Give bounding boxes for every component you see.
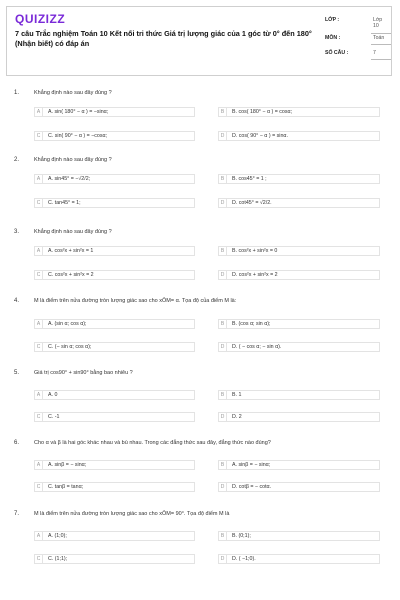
option-d[interactable]: [218, 482, 380, 492]
meta-label: SỐ CÂU :: [325, 50, 349, 56]
option-letter: B: [219, 390, 227, 400]
meta-count: [325, 50, 391, 60]
option-b[interactable]: [218, 107, 380, 117]
option-letter: D: [219, 482, 227, 492]
option-text: A. cos²x + sin²x = 1: [48, 248, 94, 254]
option-letter: D: [219, 412, 227, 422]
option-text: A. (1;0);: [48, 533, 67, 539]
option-b[interactable]: [218, 319, 380, 329]
option-d[interactable]: [218, 198, 380, 208]
option-letter: B: [219, 319, 227, 329]
option-b[interactable]: [218, 460, 380, 470]
option-d[interactable]: [218, 270, 380, 280]
option-letter: B: [219, 174, 227, 184]
option-b[interactable]: [218, 246, 380, 256]
option-text: D. ( − cos α; − sin α).: [232, 344, 282, 350]
question-number: 7.: [14, 511, 20, 517]
meta-label: LỚP :: [325, 17, 340, 23]
option-letter: A: [35, 531, 43, 541]
option-text: B. cos²x + sin²x = 0: [232, 248, 278, 254]
question-text: Khẳng định nào sau đây đúng ?: [34, 90, 112, 96]
meta-value: Toán: [373, 35, 385, 41]
meta-value: 7: [373, 50, 376, 56]
option-letter: A: [35, 107, 43, 117]
question-text: M là điểm trên nửa đường tròn lượng giác sao cho xÔM= α. Tọa độ của điểm M là:: [34, 298, 237, 304]
option-letter: D: [219, 342, 227, 352]
option-letter: A: [35, 460, 43, 470]
option-a[interactable]: [34, 246, 195, 256]
option-letter: D: [219, 131, 227, 141]
option-letter: D: [219, 270, 227, 280]
question-text: Cho α và β là hai góc khác nhau và bù nhau. Trong các đẳng thức sau đây, đẳng thức nào đúng?: [34, 440, 271, 446]
meta-class: [325, 17, 391, 35]
option-letter: C: [35, 412, 43, 422]
option-letter: A: [35, 319, 43, 329]
option-c[interactable]: [34, 198, 195, 208]
option-c[interactable]: [34, 412, 195, 422]
worksheet-header: [6, 6, 392, 76]
question-text: Khẳng định nào sau đây đúng ?: [34, 229, 112, 235]
option-a[interactable]: [34, 319, 195, 329]
option-d[interactable]: [218, 342, 380, 352]
option-a[interactable]: [34, 460, 195, 470]
option-c[interactable]: [34, 131, 195, 141]
option-letter: A: [35, 174, 43, 184]
option-c[interactable]: [34, 554, 195, 564]
quizizz-logo: QUIZIZZ: [15, 12, 66, 26]
option-text: B. (0;1);: [232, 533, 251, 539]
option-text: C. (− sin α; cos α);: [48, 344, 92, 350]
meta-subject: [325, 35, 391, 50]
option-text: C. tan45° = 1;: [48, 200, 81, 206]
question-text: Khẳng định nào sau đây đúng ?: [34, 157, 112, 163]
question-number: 3.: [14, 229, 20, 235]
option-text: D. cos( 90° − α ) = sinα.: [232, 133, 288, 139]
option-text: D. 2: [232, 414, 242, 420]
option-letter: A: [35, 246, 43, 256]
option-b[interactable]: [218, 390, 380, 400]
option-text: C. sin( 90° − α ) = −cosα;: [48, 133, 108, 139]
option-text: D. cotβ = − cotα.: [232, 484, 272, 490]
option-text: A. sinβ = − sinα;: [232, 462, 271, 468]
question-number: 2.: [14, 157, 20, 163]
option-letter: A: [35, 390, 43, 400]
option-letter: B: [219, 531, 227, 541]
meta-underline: [371, 44, 391, 45]
option-b[interactable]: [218, 174, 380, 184]
option-text: A. sinβ = − sinα;: [48, 462, 87, 468]
option-letter: B: [219, 460, 227, 470]
option-text: C. -1: [48, 414, 60, 420]
option-letter: C: [35, 554, 43, 564]
option-letter: C: [35, 131, 43, 141]
option-text: C. (1;1);: [48, 556, 68, 562]
question-text: M là điểm trên nửa đường tròn lượng giác sao cho xÔM= 90°. Tọa độ điểm M là: [34, 511, 230, 517]
option-text: D. cot45° = √2/2.: [232, 200, 272, 206]
meta-underline: [371, 33, 391, 34]
option-text: B. 1: [232, 392, 242, 398]
option-c[interactable]: [34, 342, 195, 352]
option-b[interactable]: [218, 531, 380, 541]
option-text: B. cos( 180° − α ) = cosα;: [232, 109, 293, 115]
question-number: 6.: [14, 440, 20, 446]
option-text: B. (cos α; sin α);: [232, 321, 271, 327]
option-letter: C: [35, 342, 43, 352]
option-letter: D: [219, 198, 227, 208]
meta-value: Lớp 10: [373, 17, 383, 29]
option-text: B. cos45° = 1 ;: [232, 176, 267, 182]
option-c[interactable]: [34, 482, 195, 492]
worksheet-meta: [325, 17, 391, 60]
option-text: C. tanβ = tanα;: [48, 484, 84, 490]
option-text: A. sin45° = −√2/2;: [48, 176, 91, 182]
option-letter: B: [219, 107, 227, 117]
option-text: A. sin( 180° − α ) = −sinα;: [48, 109, 109, 115]
question-text: Giá trị cos90° + sin90° bằng bao nhiêu ?: [34, 370, 133, 376]
option-text: A. 0: [48, 392, 58, 398]
option-a[interactable]: [34, 174, 195, 184]
worksheet-title: 7 câu Trắc nghiệm Toán 10 Kết nối tri thức Giá trị lượng giác của 1 góc từ 0° đến 180° (Nhận biết) có đáp án: [15, 29, 312, 48]
question-number: 4.: [14, 298, 20, 304]
option-d[interactable]: [218, 131, 380, 141]
question-number: 5.: [14, 370, 20, 376]
option-letter: D: [219, 554, 227, 564]
question-number: 1.: [14, 90, 20, 96]
option-d[interactable]: [218, 554, 380, 564]
option-letter: B: [219, 246, 227, 256]
option-text: A. (sin α; cos α);: [48, 321, 87, 327]
option-letter: C: [35, 482, 43, 492]
meta-underline: [371, 59, 391, 60]
meta-label: MÔN :: [325, 35, 341, 41]
option-a[interactable]: [34, 531, 195, 541]
option-text: D. ( −1;0).: [232, 556, 256, 562]
option-text: D. cos²x + sin²x = 2: [232, 272, 278, 278]
option-d[interactable]: [218, 412, 380, 422]
option-letter: C: [35, 198, 43, 208]
option-a[interactable]: [34, 390, 195, 400]
option-letter: C: [35, 270, 43, 280]
option-a[interactable]: [34, 107, 195, 117]
option-text: C. cos²x + sin²x = 2: [48, 272, 94, 278]
option-c[interactable]: [34, 270, 195, 280]
